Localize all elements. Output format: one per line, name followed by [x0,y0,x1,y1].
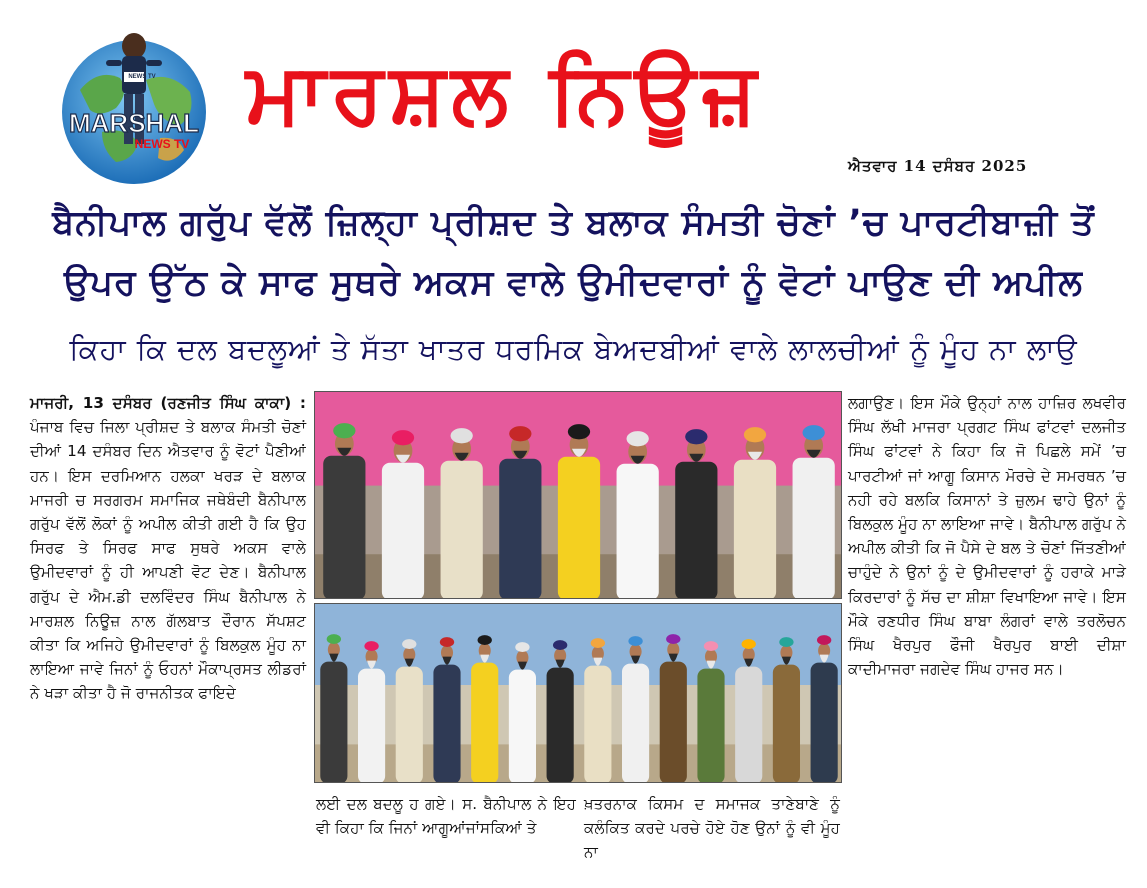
article-body-1: ਪੰਜਾਬ ਵਿਚ ਜਿਲਾ ਪ੍ਰੀਸ਼ਦ ਤੇ ਬਲਾਕ ਸੰਮਤੀ ਚੋਣਾਂ ਦੀਆਂ 14 ਦਸੰਬਰ ਦਿਨ ਐਤਵਾਰ ਨੂੰ ਵੋਟਾਂ ਪੈਣੀਆਂ ਹਨ। ਇਸ ਦਰਮਿਆਨ ਹਲਕਾ ਖਰੜ ਦੇ ਬਲਾਕ ਮਾਜਰੀ ਚ ਸਰਗਰਮ ਸਮਾਜਿਕ ਜਥੇਬੰਦੀ ਬੈਨੀਪਾਲ ਗਰੁੱਪ ਵੱਲੋਂ ਲੋਕਾਂ ਨੂੰ ਅਪੀਲ ਕੀਤੀ ਗਈ ਹੈ ਕਿ ਉਹ ਸਿਰਫ ਤੇ ਸਿਰਫ ਸਾਫ ਸੁਥਰੇ ਅਕਸ ਵਾਲੇ ਉਮੀਦਵਾਰਾਂ ਨੂੰ ਹੀ ਆਪਣੀ ਵੋਟ ਦੇਣ। ਬੈਨੀਪਾਲ ਗਰੁੱਪ ਦੇ ਐਮ.ਡੀ ਦਲਵਿੰਦਰ ਸਿੰਘ ਬੈਨੀਪਾਲ ਨੇ ਮਾਰਸ਼ਲ ਨਿਊਜ਼ ਨਾਲ ਗੱਲਬਾਤ ਦੌਰਾਨ ਸੱਪਸ਼ਟ ਕੀਤਾ ਕਿ ਅਜਿਹੇ ਉਮੀਦਵਾਰਾਂ ਨੂੰ ਬਿਲਕੁਲ ਮੂੰਹ ਨਾ ਲਾਇਆ ਜਾਵੇ ਜਿਨਾਂ ਨੂੰ ਓਹਨਾਂ ਮੌਕਾਪ੍ਰਸਤ ਲੀਡਰਾਂ ਨੇ ਖੜਾ ਕੀਤਾ ਹੈ ਜੋ ਰਾਜਨੀਤਕ ਫਾਇਦੇ [30,418,306,703]
article-body-2: ਲਈ ਦਲ ਬਦਲੂ ਹ ਗਏ। ਸ. ਬੈਨੀਪਾਲ ਨੇ ਇਹ ਵੀ ਕਿਹਾ ਕਿ ਜਿਨਾਂ ਆਗੂਆਂਜਾਂਸਕਿਆਂ ਤੇ [316,795,576,838]
marshal-news-logo [50,20,218,188]
article-column-left [30,391,306,706]
group-photo-top [314,391,842,599]
headline-line-2: ਉਪਰ ਉੱਠ ਕੇ ਸਾਫ ਸੁਥਰੇ ਅਕਸ ਵਾਲੇ ਉਮੀਦਵਾਰਾਂ ਨੂੰ ਵੋਟਾਂ ਪਾਉਣ ਦੀ ਅਪੀਲ [64,263,1083,303]
logo-text-news: NEWS TV [134,137,190,151]
group-photo-bottom [314,603,842,783]
article-dateline: ਮਾਜਰੀ, 13 ਦਸੰਬਰ (ਰਣਜੀਤ ਸਿੰਘ ਕਾਕਾ) : [30,394,306,412]
subheadline: ਕਿਹਾ ਕਿ ਦਲ ਬਦਲੂਆਂ ਤੇ ਸੱਤਾ ਖਾਤਰ ਧਰਮਿਕ ਬੇਅਦਬੀਆਂ ਵਾਲੇ ਲਾਲਚੀਆਂ ਨੂੰ ਮੂੰਹ ਨਾ ਲਾਉ [69,332,1078,366]
logo-badge: NEWS TV [128,74,156,80]
issue-date: ਐਤਵਾਰ 14 ਦਸੰਬਰ 2025 [848,157,1028,175]
logo-text-marshal: MARSHAL [69,108,199,138]
masthead-title: ਮਾਰਸ਼ਲ ਨਿਊਜ਼ [246,44,763,142]
article-body-3: ਖ਼ਤਰਨਾਕ ਕਿਸਮ ਦ ਸਮਾਜਕ ਤਾਣੇਬਾਣੇ ਨੂੰ ਕਲੰਕਿਤ ਕਰਦੇ ਪਰਚੇ ਹੋਏ ਹੋਣ ਉਨਾਂ ਨੂੰ ਵੀ ਮੂੰਹ ਨਾ [584,795,840,862]
headline-line-1: ਬੈਨੀਪਾਲ ਗਰੁੱਪ ਵੱਲੋਂ ਜ਼ਿਲ੍ਹਾ ਪ੍ਰੀਸ਼ਦ ਤੇ ਬਲਾਕ ਸੰਮਤੀ ਚੋਣਾਂ ’ਚ ਪਾਰਟੀਬਾਜ਼ੀ ਤੋਂ [52,203,1095,243]
article-body-4: ਲਗਾਉਣ। ਇਸ ਮੌਕੇ ਉਨ੍ਹਾਂ ਨਾਲ ਹਾਜ਼ਿਰ ਲਖਵੀਰ ਸਿੰਘ ਲੱਖੀ ਮਾਜਰਾ ਪ੍ਰਗਟ ਸਿੰਘ ਫਾਂਟਵਾਂ ਦਲਜੀਤ ਸਿੰਘ ਫਾਂਟਵਾਂ ਨੇ ਕਿਹਾ ਕਿ ਜੋ ਪਿਛਲੇ ਸਮੇਂ ’ਚ ਪਾਰਟੀਆਂ ਜਾਂ ਆਗੂ ਕਿਸਾਨ ਮੋਰਚੇ ਦੇ ਸਮਰਥਨ ’ਚ ਨਹੀ ਰਹੇ ਬਲਕਿ ਕਿਸਾਨਾਂ ਤੇ ਜ਼ੁਲਮ ਢਾਹੇ ਉਨਾਂ ਨੂੰ ਬਿਲਕੁਲ ਮੂੰਹ ਨਾ ਲਾਇਆ ਜਾਵੇ। ਬੈਨੀਪਾਲ ਗਰੁੱਪ ਨੇ ਅਪੀਲ ਕੀਤੀ ਕਿ ਜੋ ਪੈਸੇ ਦੇ ਬਲ ਤੇ ਚੋਣਾਂ ਜਿੱਤਣੀਆਂ ਚਾਹੁੰਦੇ ਨੇ ਉਨਾਂ ਨੂੰ ਦੇ ਉਮੀਦਵਾਰਾਂ ਨੂੰ ਹਰਾਕੇ ਮਾੜੇ ਕਿਰਦਾਰਾਂ ਨੂੰ ਸੱਚ ਦਾ ਸ਼ੀਸ਼ਾ ਵਿਖਾਇਆ ਜਾਵੇ। ਇਸ ਮੌਕੇ ਰਣਧੀਰ ਸਿੰਘ ਬਾਬਾ ਲੰਗਰਾਂ ਵਾਲੇ ਤਰਲੋਚਨ ਸਿੰਘ ਖੈਰਪੁਰ ਫੌਜੀ ਖੈਰਪੁਰ ਬਾਈ ਦੀਸ਼ਾ ਕਾਦੀਮਾਜਰਾ ਜਗਦੇਵ ਸਿੰਘ ਹਾਜਰ ਸਨ। [848,394,1126,679]
